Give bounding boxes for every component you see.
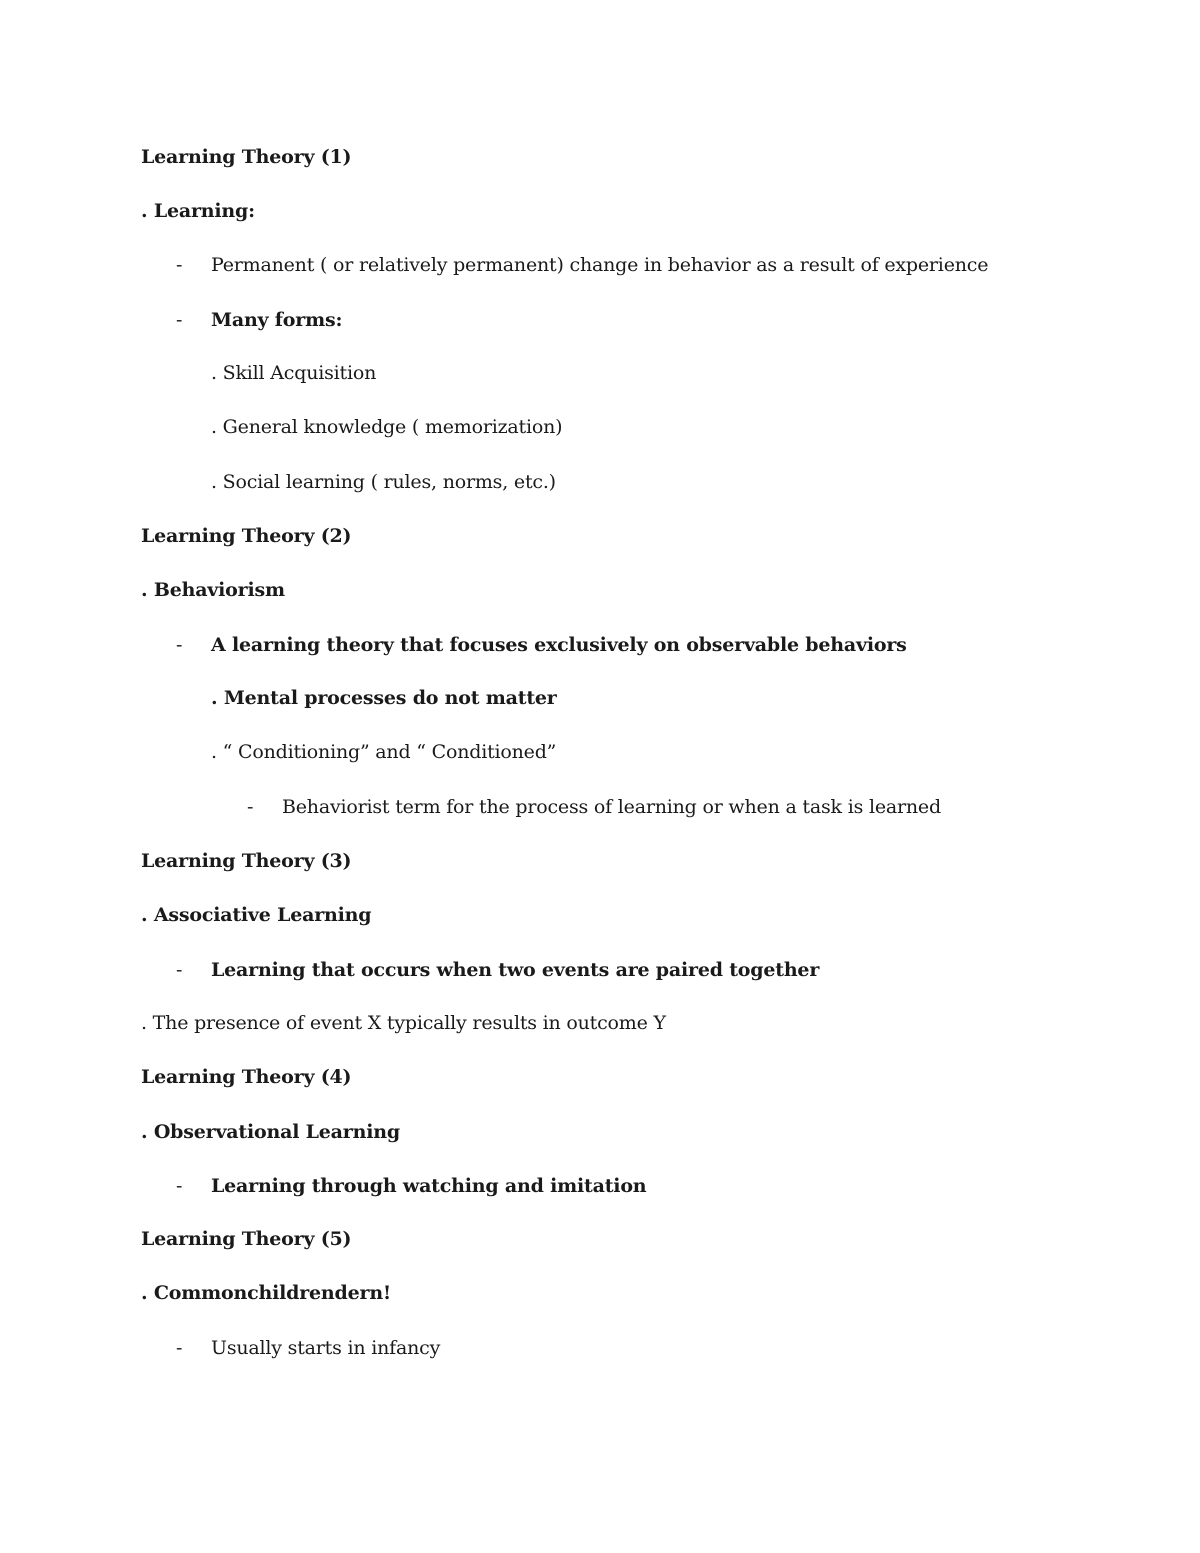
section-note: . The presence of event X typically results in outcome Y [141, 1012, 666, 1034]
sub-item: . General knowledge ( memorization) [211, 416, 563, 438]
section-topic: . Behaviorism [141, 579, 285, 601]
list-item: A learning theory that focuses exclusively on observable behaviors [211, 634, 907, 656]
sub-item: . Mental processes do not matter [211, 687, 557, 709]
section-topic: . Associative Learning [141, 904, 372, 926]
bullet-dash: - [176, 309, 183, 331]
bullet-dash: - [176, 1175, 183, 1197]
sub-sub-item: Behaviorist term for the process of learning or when a task is learned [282, 796, 941, 818]
sub-item: . Social learning ( rules, norms, etc.) [211, 471, 556, 493]
bullet-dash: - [247, 796, 254, 818]
section-heading: Learning Theory (4) [141, 1066, 352, 1088]
sub-item: . “ Conditioning” and “ Conditioned” [211, 741, 557, 763]
bullet-dash: - [176, 959, 183, 981]
section-heading: Learning Theory (5) [141, 1228, 352, 1250]
bullet-dash: - [176, 1337, 183, 1359]
list-item: Usually starts in infancy [211, 1337, 441, 1359]
section-heading: Learning Theory (1) [141, 146, 352, 168]
list-item: Learning that occurs when two events are paired together [211, 959, 820, 981]
section-topic: . Learning: [141, 200, 255, 222]
list-item: Permanent ( or relatively permanent) change in behavior as a result of experience [211, 254, 989, 276]
section-heading: Learning Theory (3) [141, 850, 352, 872]
list-item: Learning through watching and imitation [211, 1175, 647, 1197]
list-item: Many forms: [211, 309, 343, 331]
section-heading: Learning Theory (2) [141, 525, 352, 547]
section-topic: . Commonchildrendern! [141, 1282, 392, 1304]
sub-item: . Skill Acquisition [211, 362, 377, 384]
bullet-dash: - [176, 254, 183, 276]
section-topic: . Observational Learning [141, 1121, 400, 1143]
bullet-dash: - [176, 634, 183, 656]
